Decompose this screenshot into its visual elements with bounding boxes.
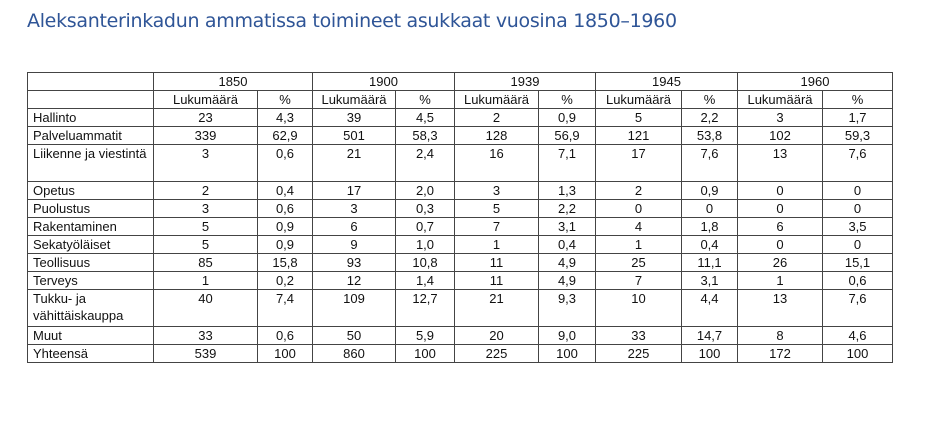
percent-cell: 2,2 [539,200,596,218]
count-cell: 2 [154,182,258,200]
percent-cell: 12,7 [396,290,455,327]
percent-header: % [682,91,738,109]
row-label: Muut [28,327,154,345]
percent-cell: 9,0 [539,327,596,345]
percent-cell: 9,3 [539,290,596,327]
count-cell: 11 [455,272,539,290]
percent-cell: 1,8 [682,218,738,236]
count-cell: 539 [154,345,258,363]
count-cell: 6 [313,218,396,236]
percent-header: % [258,91,313,109]
percent-cell: 4,6 [823,327,893,345]
count-cell: 12 [313,272,396,290]
count-cell: 25 [596,254,682,272]
percent-cell: 14,7 [682,327,738,345]
percent-cell: 4,9 [539,272,596,290]
count-header: Lukumäärä [455,91,539,109]
count-header: Lukumäärä [738,91,823,109]
count-cell: 172 [738,345,823,363]
count-cell: 3 [313,200,396,218]
year-header: 1850 [154,73,313,91]
count-cell: 6 [738,218,823,236]
table-row [28,290,893,327]
count-cell: 1 [154,272,258,290]
count-cell: 17 [596,145,682,182]
percent-cell: 62,9 [258,127,313,145]
table-row [28,236,893,254]
count-cell: 7 [455,218,539,236]
percent-cell: 0,6 [258,327,313,345]
percent-cell: 10,8 [396,254,455,272]
percent-cell: 59,3 [823,127,893,145]
row-label: Terveys [28,272,154,290]
percent-cell: 4,3 [258,109,313,127]
count-cell: 40 [154,290,258,327]
percent-cell: 11,1 [682,254,738,272]
percent-cell: 0,9 [258,218,313,236]
row-label: Puolustus [28,200,154,218]
percent-cell: 0,4 [682,236,738,254]
row-label: Rakentaminen [28,218,154,236]
percent-cell: 2,2 [682,109,738,127]
table-row [28,109,893,127]
table-row [28,145,893,182]
percent-cell: 0,6 [258,145,313,182]
row-label: Palveluammatit [28,127,154,145]
percent-cell: 0 [823,182,893,200]
table-row [28,254,893,272]
count-cell: 4 [596,218,682,236]
count-cell: 225 [596,345,682,363]
percent-cell: 0,9 [682,182,738,200]
percent-cell: 0,9 [258,236,313,254]
percent-cell: 100 [539,345,596,363]
percent-cell: 0,2 [258,272,313,290]
count-cell: 339 [154,127,258,145]
count-cell: 33 [596,327,682,345]
percent-cell: 56,9 [539,127,596,145]
table-row [28,345,893,363]
count-cell: 21 [313,145,396,182]
percent-cell: 1,3 [539,182,596,200]
table-row [28,272,893,290]
percent-cell: 1,7 [823,109,893,127]
count-cell: 2 [596,182,682,200]
page-title: Aleksanterinkadun ammatissa toimineet asukkaat vuosina 1850–1960 [27,10,677,32]
count-header: Lukumäärä [313,91,396,109]
table-row [28,127,893,145]
count-cell: 33 [154,327,258,345]
percent-cell: 0,6 [823,272,893,290]
percent-cell: 3,5 [823,218,893,236]
count-cell: 225 [455,345,539,363]
count-cell: 2 [455,109,539,127]
percent-cell: 7,6 [823,145,893,182]
count-cell: 3 [154,200,258,218]
count-cell: 26 [738,254,823,272]
count-cell: 121 [596,127,682,145]
count-cell: 11 [455,254,539,272]
percent-cell: 0,6 [258,200,313,218]
occupations-table [27,72,893,363]
corner-cell [28,91,154,109]
percent-header: % [396,91,455,109]
count-cell: 50 [313,327,396,345]
count-cell: 39 [313,109,396,127]
count-cell: 5 [455,200,539,218]
percent-cell: 7,1 [539,145,596,182]
percent-cell: 0 [823,236,893,254]
row-label: Opetus [28,182,154,200]
row-label: Tukku- ja vähittäiskauppa [28,290,154,327]
count-cell: 17 [313,182,396,200]
count-cell: 501 [313,127,396,145]
percent-cell: 0,4 [258,182,313,200]
count-cell: 128 [455,127,539,145]
percent-cell: 1,0 [396,236,455,254]
percent-cell: 53,8 [682,127,738,145]
percent-cell: 58,3 [396,127,455,145]
percent-cell: 4,9 [539,254,596,272]
row-label: Teollisuus [28,254,154,272]
count-cell: 9 [313,236,396,254]
percent-cell: 0,9 [539,109,596,127]
percent-cell: 1,4 [396,272,455,290]
subheader-row [28,91,893,109]
count-cell: 1 [596,236,682,254]
percent-cell: 3,1 [682,272,738,290]
count-cell: 7 [596,272,682,290]
year-header-row [28,73,893,91]
count-cell: 16 [455,145,539,182]
count-cell: 0 [596,200,682,218]
percent-cell: 15,1 [823,254,893,272]
percent-cell: 0,7 [396,218,455,236]
count-cell: 13 [738,290,823,327]
count-cell: 3 [455,182,539,200]
count-cell: 109 [313,290,396,327]
count-cell: 13 [738,145,823,182]
table-row [28,218,893,236]
count-cell: 5 [154,236,258,254]
row-label: Hallinto [28,109,154,127]
percent-cell: 5,9 [396,327,455,345]
percent-cell: 15,8 [258,254,313,272]
count-cell: 0 [738,236,823,254]
count-header: Lukumäärä [596,91,682,109]
count-cell: 1 [455,236,539,254]
percent-cell: 0 [823,200,893,218]
count-cell: 1 [738,272,823,290]
count-cell: 860 [313,345,396,363]
percent-header: % [823,91,893,109]
count-cell: 3 [154,145,258,182]
percent-cell: 7,6 [682,145,738,182]
percent-cell: 100 [823,345,893,363]
count-cell: 5 [596,109,682,127]
percent-cell: 4,5 [396,109,455,127]
year-header: 1900 [313,73,455,91]
table-row [28,327,893,345]
percent-cell: 100 [396,345,455,363]
count-cell: 0 [738,200,823,218]
percent-cell: 0,4 [539,236,596,254]
count-cell: 8 [738,327,823,345]
year-header: 1945 [596,73,738,91]
percent-cell: 100 [258,345,313,363]
row-label: Yhteensä [28,345,154,363]
table-row [28,200,893,218]
count-cell: 20 [455,327,539,345]
count-cell: 93 [313,254,396,272]
count-cell: 5 [154,218,258,236]
count-cell: 0 [738,182,823,200]
percent-cell: 0,3 [396,200,455,218]
count-cell: 102 [738,127,823,145]
count-cell: 23 [154,109,258,127]
percent-header: % [539,91,596,109]
year-header: 1960 [738,73,893,91]
percent-cell: 7,4 [258,290,313,327]
percent-cell: 2,4 [396,145,455,182]
count-cell: 10 [596,290,682,327]
percent-cell: 7,6 [823,290,893,327]
corner-cell [28,73,154,91]
count-header: Lukumäärä [154,91,258,109]
percent-cell: 100 [682,345,738,363]
percent-cell: 2,0 [396,182,455,200]
row-label: Liikenne ja viestintä [28,145,154,182]
year-header: 1939 [455,73,596,91]
row-label: Sekatyöläiset [28,236,154,254]
count-cell: 3 [738,109,823,127]
table-row [28,182,893,200]
percent-cell: 4,4 [682,290,738,327]
count-cell: 21 [455,290,539,327]
percent-cell: 3,1 [539,218,596,236]
count-cell: 85 [154,254,258,272]
percent-cell: 0 [682,200,738,218]
